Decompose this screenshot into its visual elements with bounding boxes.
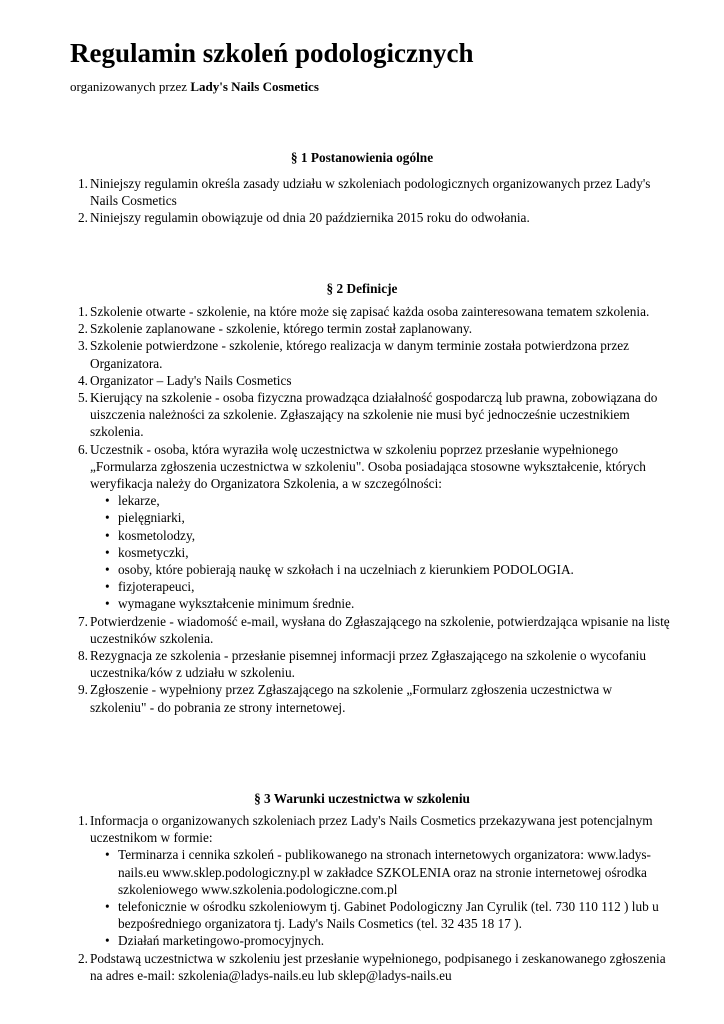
information-channels-list [90, 846, 670, 949]
list-item: 1. Szkolenie otwarte - szkolenie, na które może się zapisać każda osoba zainteresowana tematem szkolenia. [78, 304, 650, 319]
list-item: 2. Niniejszy regulamin obowiązuje od dnia 20 października 2015 roku do odwołania. [78, 210, 530, 226]
sub-list-item: • kosmetolodzy, [105, 527, 196, 543]
list-item: 8. Rezygnacja ze szkolenia - przesłanie pisemnej informacji przez Zgłaszającego na szkolenie o wycofaniu uczestnika/ków z udziału w szkoleniu. [78, 648, 646, 681]
list-item: 6. Uczestnik - osoba, która wyraziła wolę uczestnictwa w szkoleniu poprzez przesłanie wypełnionego „Formularza zgłoszenia uczestnictwa w szkoleniu". Osoba posiadająca stosowne wykształcenie, których weryfikacja należy do Organizatora Szkolenia, a w szczególności: • lekarze, • pielęgniarki, • kosmetolodzy, • kosmetyczki, • osoby, które pobierają naukę w szkołach i na uczelniach z kierunkiem PODOLOGIA. • fizjoterapeuci, • wymagane wykształcenie minimum średnie. [90, 441, 670, 613]
page-subtitle [70, 78, 319, 96]
list-item: 4. Organizator – Lady's Nails Cosmetics [78, 372, 292, 388]
list-item: 7. Potwierdzenie - wiadomość e-mail, wysłana do Zgłaszającego na szkolenie, potwierdzająca wpisanie na listę uczestników szkolenia. [78, 613, 670, 646]
section-1-list [78, 175, 670, 227]
section-title-3: § 3 Warunki uczestnictwa w szkoleniu [254, 791, 470, 806]
sub-list-item: • wymagane wykształcenie minimum średnie. [105, 596, 355, 612]
list-item: 3. Szkolenie potwierdzone - szkolenie, którego realizacja w danym terminie została potwierdzona przez Organizatora. [78, 338, 630, 371]
sub-list-item: • kosmetyczki, [105, 544, 189, 560]
sub-list-item: • pielęgniarki, [105, 510, 185, 526]
sub-list-item: • telefonicznie w ośrodku szkoleniowym tj. Gabinet Podologiczny Jan Cyrulik (tel. 730 110 112 ) lub u bezpośredniego organizatora tj. Lady's Nails Cosmetics (tel. 32 435 18 17 ). [105, 899, 659, 932]
section-title-1: § 1 Postanowienia ogólne [290, 150, 434, 165]
list-item: 2. Podstawą uczestnictwa w szkoleniu jest przesłanie wypełnionego, podpisanego i zeskanowanego zgłoszenia na adres e-mail: szkolenia@ladys-nails.eu lub sklep@ladys-nails.eu [78, 950, 666, 983]
section-2-list [78, 303, 670, 716]
section-3-list [78, 812, 670, 984]
sub-list-item: • fizjoterapeuci, [105, 579, 195, 595]
list-item: 5. Kierujący na szkolenie - osoba fizyczna prowadząca działalność gospodarczą lub prawna, zobowiązana do uiszczenia należności za szkolenie. Zgłaszający na szkolenie nie musi być jednocześnie uczestnikiem szkolenia. [78, 390, 658, 440]
list-item: 2. Szkolenie zaplanowane - szkolenie, którego termin został zaplanowany. [78, 321, 473, 337]
subtitle-brand: Lady's Nails Cosmetics [190, 79, 319, 94]
sub-list-item: • lekarze, [105, 493, 160, 509]
qualification-list [90, 492, 670, 612]
section-title-2: § 2 Definicje [326, 281, 398, 296]
sub-list-item: • Działań marketingowo-promocyjnych. [105, 933, 325, 949]
subtitle-prefix: organizowanych przez [70, 79, 188, 94]
list-item: 1. Informacja o organizowanych szkoleniach przez Lady's Nails Cosmetics przekazywana jest potencjalnym uczestnikom w formie: • Terminarza i cennika szkoleń - publikowanego na stronach internetowych organizatora: www.ladys-nails.eu www.sklep.podologiczny.pl w zakładce SZKOLENIA oraz na stronie internetowej ośrodka szkoleniowego www.szkolenia.podologiczne.com.pl • telefonicznie w ośrodku szkoleniowym tj. Gabinet Podologiczny Jan Cyrulik (tel. 730 110 112 ) lub u bezpośredniego organizatora tj. Lady's Nails Cosmetics (tel. 32 435 18 17 ). • Działań marketingowo-promocyjnych. [90, 812, 670, 950]
list-item: 9. Zgłoszenie - wypełniony przez Zgłaszającego na szkolenie „Formularz zgłoszenia uczestnictwa w szkoleniu" - do pobrania ze strony internetowej. [78, 682, 613, 715]
sub-list-item: • osoby, które pobierają naukę w szkołach i na uczelniach z kierunkiem PODOLOGIA. [105, 562, 574, 578]
list-item: 1. Niniejszy regulamin określa zasady udziału w szkoleniach podologicznych organizowanych przez Lady's Nails Cosmetics [78, 176, 651, 209]
sub-list-item: • Terminarza i cennika szkoleń - publikowanego na stronach internetowych organizatora: www.ladys-nails.eu www.sklep.podologiczny.pl w zakładce SZKOLENIA oraz na stronie internetowej ośrodka szkoleniowego www.szkolenia.podologiczne.com.pl [105, 847, 651, 897]
page-title: Regulamin szkoleń podologicznych [70, 38, 474, 68]
